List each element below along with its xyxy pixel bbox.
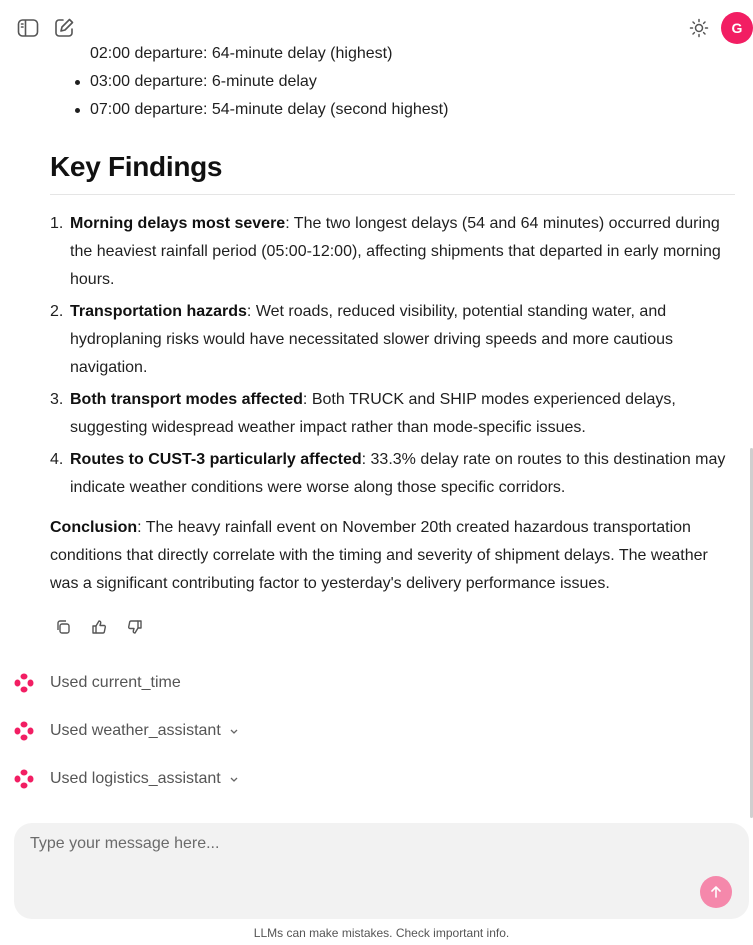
sidebar-toggle-icon[interactable]	[16, 16, 40, 40]
finding-number: 3.	[50, 391, 64, 408]
departure-list	[90, 68, 735, 124]
user-avatar[interactable]: G	[721, 12, 753, 44]
tool-logo-icon	[14, 673, 34, 693]
assistant-message	[50, 36, 735, 636]
finding-number: 4.	[50, 451, 64, 468]
arrow-up-icon	[709, 885, 723, 899]
section-title: Key Findings	[50, 150, 735, 195]
conclusion-text: : The heavy rainfall event on November 20th created hazardous transportation conditions that directly correlate with the timing and severity of shipment delays. The weather was a significant contributing factor to yesterday's delivery performance issues.	[50, 519, 708, 592]
finding-title: Routes to CUST-3 particularly affected	[70, 451, 362, 468]
thumbs-up-icon[interactable]	[90, 618, 108, 636]
finding-item	[50, 386, 735, 442]
finding-title: Both transport modes affected	[70, 391, 303, 408]
partial-bullet-text: 02:00 departure: 64-minute delay (highest)	[90, 45, 393, 62]
finding-item	[50, 298, 735, 382]
new-chat-edit-icon[interactable]	[52, 16, 76, 40]
finding-title: Morning delays most severe	[70, 215, 286, 232]
tool-call-weather-assistant[interactable]	[14, 719, 239, 743]
copy-icon[interactable]	[54, 618, 72, 636]
message-input[interactable]	[30, 835, 680, 895]
tool-logo-icon	[14, 721, 34, 741]
chevron-down-icon[interactable]	[229, 726, 239, 736]
tool-call-label: Used logistics_assistant	[50, 770, 221, 787]
disclaimer-text: LLMs can make mistakes. Check important info.	[253, 926, 510, 940]
finding-text: : 33.3% delay rate on routes to this destination may indicate weather conditions were worse along those specific corridors.	[70, 451, 726, 496]
tool-call-label: Used weather_assistant	[50, 722, 221, 739]
thumbs-down-icon[interactable]	[126, 618, 144, 636]
finding-item	[50, 210, 735, 294]
message-composer	[14, 823, 749, 919]
conclusion-label: Conclusion	[50, 519, 138, 536]
message-actions	[54, 618, 735, 636]
tool-call-label: Used current_time	[50, 674, 181, 691]
tool-call-current-time	[14, 671, 181, 695]
finding-text: : Wet roads, reduced visibility, potential standing water, and hydroplaning risks would have necessitated slower driving speeds and more cautious navigation.	[70, 303, 673, 376]
conclusion-paragraph	[50, 514, 735, 598]
finding-title: Transportation hazards	[70, 303, 247, 320]
tool-logo-icon	[14, 769, 34, 789]
finding-text: : The two longest delays (54 and 64 minutes) occurred during the heaviest rainfall period (05:00-12:00), affecting shipments that departed in early morning hours.	[70, 215, 721, 288]
list-item: 03:00 departure: 6-minute delay	[90, 68, 735, 96]
chevron-down-icon[interactable]	[229, 774, 239, 784]
top-header	[0, 0, 753, 44]
send-button[interactable]	[700, 876, 732, 908]
finding-number: 2.	[50, 303, 64, 320]
finding-number: 1.	[50, 215, 64, 232]
sun-icon[interactable]	[687, 16, 711, 40]
finding-item	[50, 446, 735, 502]
findings-list	[50, 210, 735, 502]
tool-call-logistics-assistant[interactable]	[14, 767, 239, 791]
list-item: 07:00 departure: 54-minute delay (second highest)	[90, 96, 735, 124]
finding-text: : Both TRUCK and SHIP modes experienced delays, suggesting widespread weather impact rather than mode-specific issues.	[70, 391, 676, 436]
